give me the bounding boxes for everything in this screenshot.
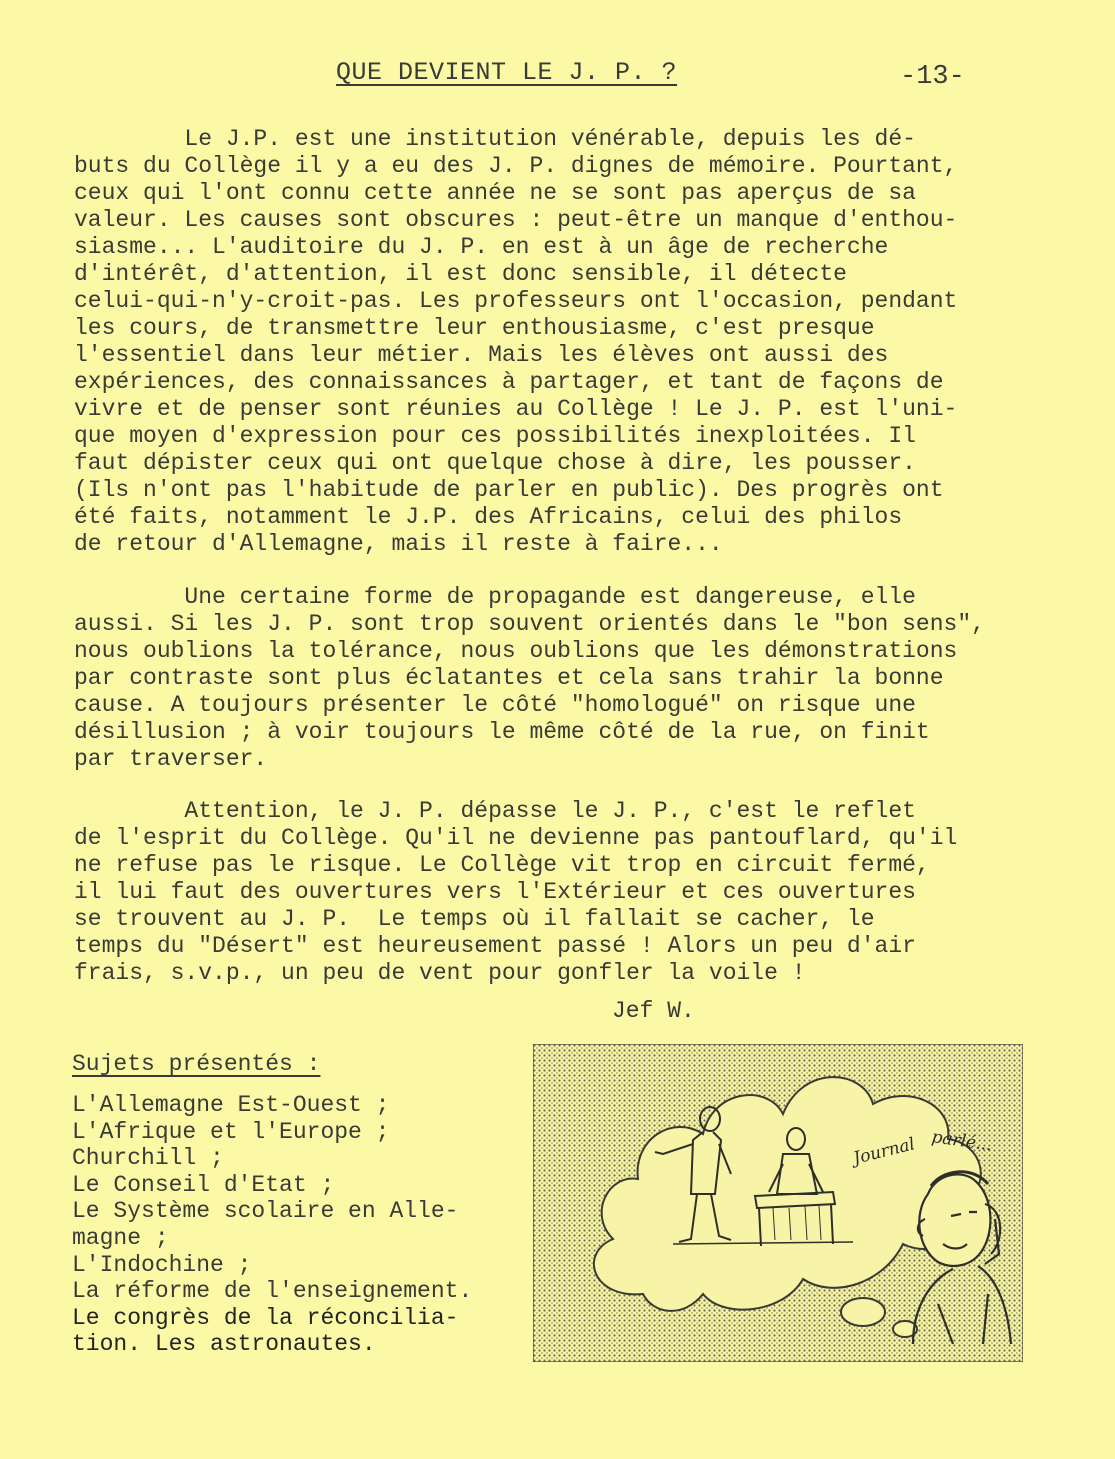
list-item: L'Afrique et l'Europe ;	[72, 1118, 390, 1145]
article-paragraph-2	[74, 584, 1074, 773]
cartoon-caption-journal: Journal	[851, 1134, 918, 1169]
author-signature: Jef W.	[612, 998, 695, 1024]
cartoon-illustration	[533, 1044, 1023, 1362]
text-line: Attention, le J. P. dépasse le J. P., c'est le reflet	[74, 798, 916, 824]
text-line: aussi. Si les J. P. sont trop souvent orientés dans le "bon sens",	[74, 611, 985, 637]
text-line: temps du "Désert" est heureusement passé ! Alors un peu d'air	[74, 933, 916, 959]
cartoon-drawing	[533, 1044, 1023, 1362]
text-line: vivre et de penser sont réunies au Collège ! Le J. P. est l'uni-	[74, 396, 958, 422]
text-line: par contraste sont plus éclatantes et cela sans trahir la bonne	[74, 665, 944, 691]
text-line: cause. A toujours présenter le côté "homologué" on risque une	[74, 692, 916, 718]
topics-heading: Sujets présentés :	[72, 1051, 321, 1077]
text-line: se trouvent au J. P. Le temps où il fallait se cacher, le	[74, 906, 875, 932]
text-line: frais, s.v.p., un peu de vent pour gonfler la voile !	[74, 960, 806, 986]
text-line: l'essentiel dans leur métier. Mais les élèves ont aussi des	[74, 342, 889, 368]
topics-list	[72, 1092, 472, 1358]
text-line: de l'esprit du Collège. Qu'il ne devienne pas pantouflard, qu'il	[74, 825, 958, 851]
text-line: celui-qui-n'y-croit-pas. Les professeurs ont l'occasion, pendant	[74, 288, 958, 314]
text-line: ne refuse pas le risque. Le Collège vit trop en circuit fermé,	[74, 852, 930, 878]
text-line: désillusion ; à voir toujours le même côté de la rue, on finit	[74, 719, 930, 745]
text-line: d'intérêt, d'attention, il est donc sensible, il détecte	[74, 261, 847, 287]
text-line: par traverser.	[74, 746, 268, 772]
text-line: il lui faut des ouvertures vers l'Extérieur et ces ouvertures	[74, 879, 916, 905]
list-item: tion. Les astronautes.	[72, 1331, 376, 1358]
text-line: été faits, notamment le J.P. des Africains, celui des philos	[74, 504, 903, 530]
text-line: ceux qui l'ont connu cette année ne se sont pas aperçus de sa	[74, 180, 916, 206]
text-line: (Ils n'ont pas l'habitude de parler en public). Des progrès ont	[74, 477, 944, 503]
list-item: Le Système scolaire en Alle-	[72, 1198, 459, 1225]
text-line: Le J.P. est une institution vénérable, depuis les dé-	[74, 126, 916, 152]
page-number: -13-	[900, 62, 965, 92]
list-item: Le congrès de la réconcilia-	[72, 1304, 459, 1331]
article-paragraph-3	[74, 798, 1074, 987]
list-item: L'Indochine ;	[72, 1251, 252, 1278]
text-line: valeur. Les causes sont obscures : peut-être un manque d'enthou-	[74, 207, 958, 233]
list-item: La réforme de l'enseignement.	[72, 1278, 473, 1305]
text-line: les cours, de transmettre leur enthousiasme, c'est presque	[74, 315, 875, 341]
page-title: QUE DEVIENT LE J. P. ?	[336, 58, 678, 87]
text-line: de retour d'Allemagne, mais il reste à faire...	[74, 531, 723, 557]
text-line: expériences, des connaissances à partager, et tant de façons de	[74, 369, 944, 395]
list-item: Le Conseil d'Etat ;	[72, 1171, 335, 1198]
text-line: que moyen d'expression pour ces possibilités inexploitées. Il	[74, 423, 916, 449]
cartoon-caption-parle: parlé...	[930, 1127, 994, 1156]
list-item: magne ;	[72, 1224, 169, 1251]
article-paragraph-1	[74, 126, 1074, 558]
text-line: nous oublions la tolérance, nous oublions que les démonstrations	[74, 638, 958, 664]
list-item: L'Allemagne Est-Ouest ;	[72, 1092, 390, 1118]
list-item: Churchill ;	[72, 1145, 224, 1172]
text-line: faut dépister ceux qui ont quelque chose à dire, les pousser.	[74, 450, 916, 476]
text-line: siasme... L'auditoire du J. P. en est à un âge de recherche	[74, 234, 889, 260]
text-line: buts du Collège il y a eu des J. P. dignes de mémoire. Pourtant,	[74, 153, 958, 179]
text-line: Une certaine forme de propagande est dangereuse, elle	[74, 584, 916, 610]
